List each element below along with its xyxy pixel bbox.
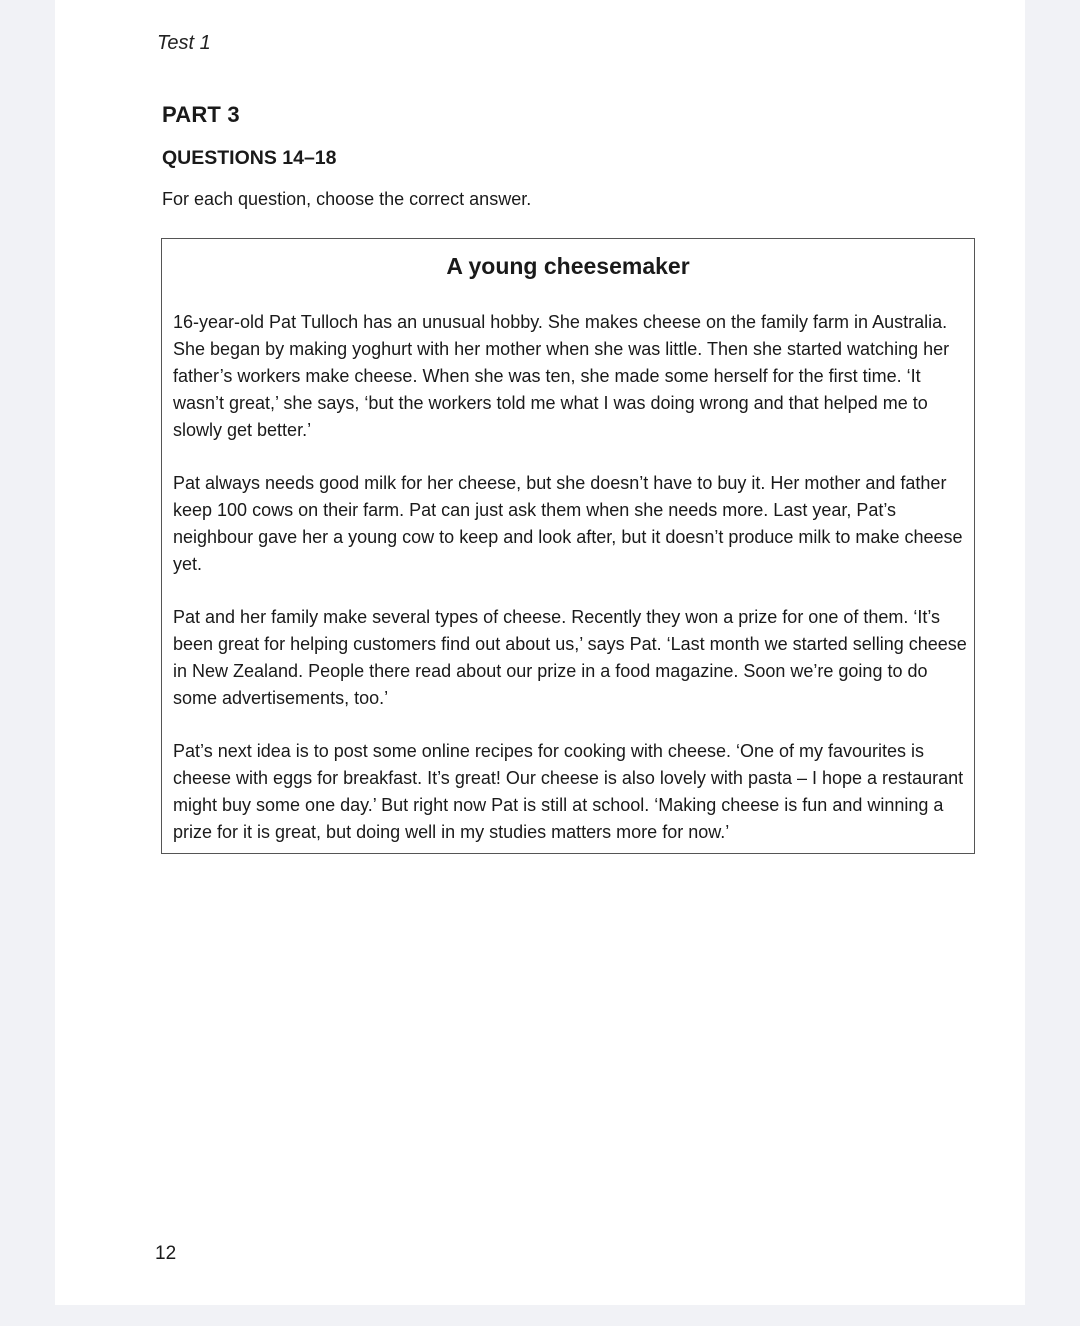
article-paragraph-1: 16-year-old Pat Tulloch has an unusual hobby. She makes cheese on the family farm in Australia. She began by making yoghurt with her mother when she was little. Then she started watching her father’s workers make cheese. When she was ten, she made some herself for the first time. ‘It wasn’t great,’ she says, ‘but the workers told me what I was doing wrong and that helped me to slowly get better.’ — [173, 312, 950, 440]
running-header: Test 1 — [157, 32, 211, 54]
article-paragraph-3: Pat and her family make several types of cheese. Recently they won a prize for one of them. ‘It’s been great for helping customers find out about us,’ says Pat. ‘Last month we started selling cheese in New Zealand. People there read about our prize in a food magazine. Soon we’re going to do some advertisements, too.’ — [173, 607, 967, 708]
article-paragraph-2: Pat always needs good milk for her cheese, but she doesn’t have to buy it. Her mother and father keep 100 cows on their farm. Pat can just ask them when she needs more. Last year, Pat’s neighbour gave her a young cow to keep and look after, but it doesn’t produce milk to make cheese yet. — [173, 473, 963, 574]
instruction-text: For each question, choose the correct answer. — [162, 189, 532, 209]
questions-heading: QUESTIONS 14–18 — [162, 147, 337, 169]
page-number: 12 — [155, 1243, 177, 1264]
document-page — [55, 0, 1025, 1305]
reading-text-box — [161, 238, 975, 854]
article-paragraph-4: Pat’s next idea is to post some online recipes for cooking with cheese. ‘One of my favourites is cheese with eggs for breakfast. It’s great! Our cheese is also lovely with pasta – I hope a restaurant might buy some one day.’ But right now Pat is still at school. ‘Making cheese is fun and winning a prize for it is great, but doing well in my studies matters more for now.’ — [173, 741, 964, 842]
article-title: A young cheesemaker — [446, 253, 690, 279]
part-heading: PART 3 — [162, 102, 240, 127]
